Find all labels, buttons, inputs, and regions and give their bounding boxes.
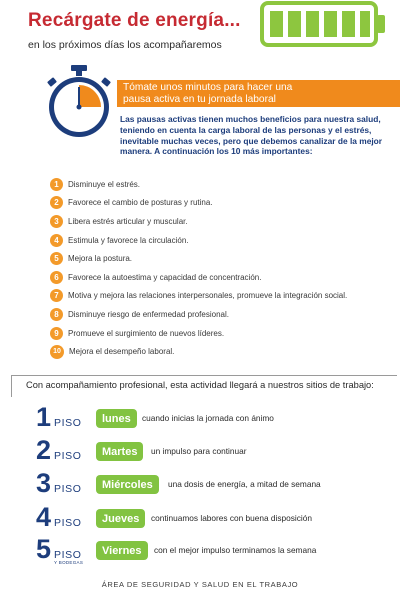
list-item [50,231,390,250]
list-item [50,194,390,213]
page-subtitle: en los próximos días los acompañaremos [28,39,222,51]
intro-paragraph: Las pausas activas tienen muchos beneficios para nuestra salud, teniendo en cuenta la carga laboral de las personas y el estrés, inevitable muchas veces, pero que debemos canalizar de la mejor manera. A continuación los 10 más importantes: [120,114,383,157]
benefit-text: Motiva y mejora las relaciones interpersonales, promueve la integración social. [68,291,348,301]
page-title: Recárgate de energía... [28,10,241,31]
floor-row-2 [36,435,398,468]
footer-text: ÁREA DE SEGURIDAD Y SALUD EN EL TRABAJO [101,580,299,589]
day-badge: Jueves [96,509,145,528]
battery-full-icon [256,0,392,48]
number-badge: 6 [50,271,63,284]
day-badge: lunes [96,409,137,428]
benefit-text: Disminuye el estrés. [68,179,141,189]
floor-description: con el mejor impulso terminamos la semana [154,545,317,555]
floor-label: PISO [54,483,82,495]
number-badge: 4 [50,234,63,247]
number-badge: 8 [50,308,63,321]
banner-line-2: pausa activa en tu jornada laboral [123,94,276,105]
number-badge: 7 [50,289,63,302]
list-item [50,212,390,231]
benefits-list [50,175,390,361]
floor-description: una dosis de energía, a mitad de semana [168,479,321,489]
floor-description: continuamos labores con buena disposición [151,513,312,523]
floor-row-1 [36,402,398,435]
day-badge: Miércoles [96,475,159,494]
list-item [50,342,390,361]
floor-label: PISO [54,417,82,429]
floor-number: 4 [36,502,52,532]
floor-number: 2 [36,435,52,465]
floor-label: PISO [54,549,82,561]
floor-number: 3 [36,468,52,498]
day-badge: Viernes [96,541,148,560]
floor-number: 1 [36,402,52,432]
floor-number: 5 [36,534,52,564]
floor-row-5 [36,534,398,567]
number-badge: 5 [50,252,63,265]
benefit-text: Favorece el cambio de posturas y rutina. [68,198,213,208]
benefit-text: Promueve el surgimiento de nuevos líderes. [68,328,225,338]
support-text: Con acompañamiento profesional, esta actividad llegará a nuestros sitios de trabajo: [26,380,374,390]
number-badge: 1 [50,178,63,191]
list-item [50,324,390,343]
headline-banner [117,80,400,107]
floor-row-4 [36,502,398,535]
list-item [50,305,390,324]
floor-sublabel: Y BODEGAS [54,560,84,565]
floor-label: PISO [54,450,82,462]
benefit-text: Favorece la autoestima y capacidad de concentración. [68,272,262,282]
benefit-text: Estimula y favorece la circulación. [68,235,189,245]
floor-description: un impulso para continuar [151,446,247,456]
banner-line-1: Tómate unos minutos para hacer una [123,82,293,93]
floor-description: cuando inicias la jornada con ánimo [142,413,274,423]
list-item [50,175,390,194]
benefit-text: Libera estrés articular y muscular. [68,216,188,226]
stopwatch-icon [42,65,116,139]
list-item [50,268,390,287]
floor-label: PISO [54,517,82,529]
floor-row-3 [36,468,398,501]
benefit-text: Mejora la postura. [68,254,133,264]
day-badge: Martes [96,442,143,461]
list-item [50,249,390,268]
number-badge: 10 [50,345,64,359]
benefit-text: Mejora el desempeño laboral. [69,347,175,357]
number-badge: 2 [50,196,63,209]
benefit-text: Disminuye riesgo de enfermedad profesional. [68,309,229,319]
number-badge: 3 [50,215,63,228]
list-item [50,287,390,306]
number-badge: 9 [50,327,63,340]
